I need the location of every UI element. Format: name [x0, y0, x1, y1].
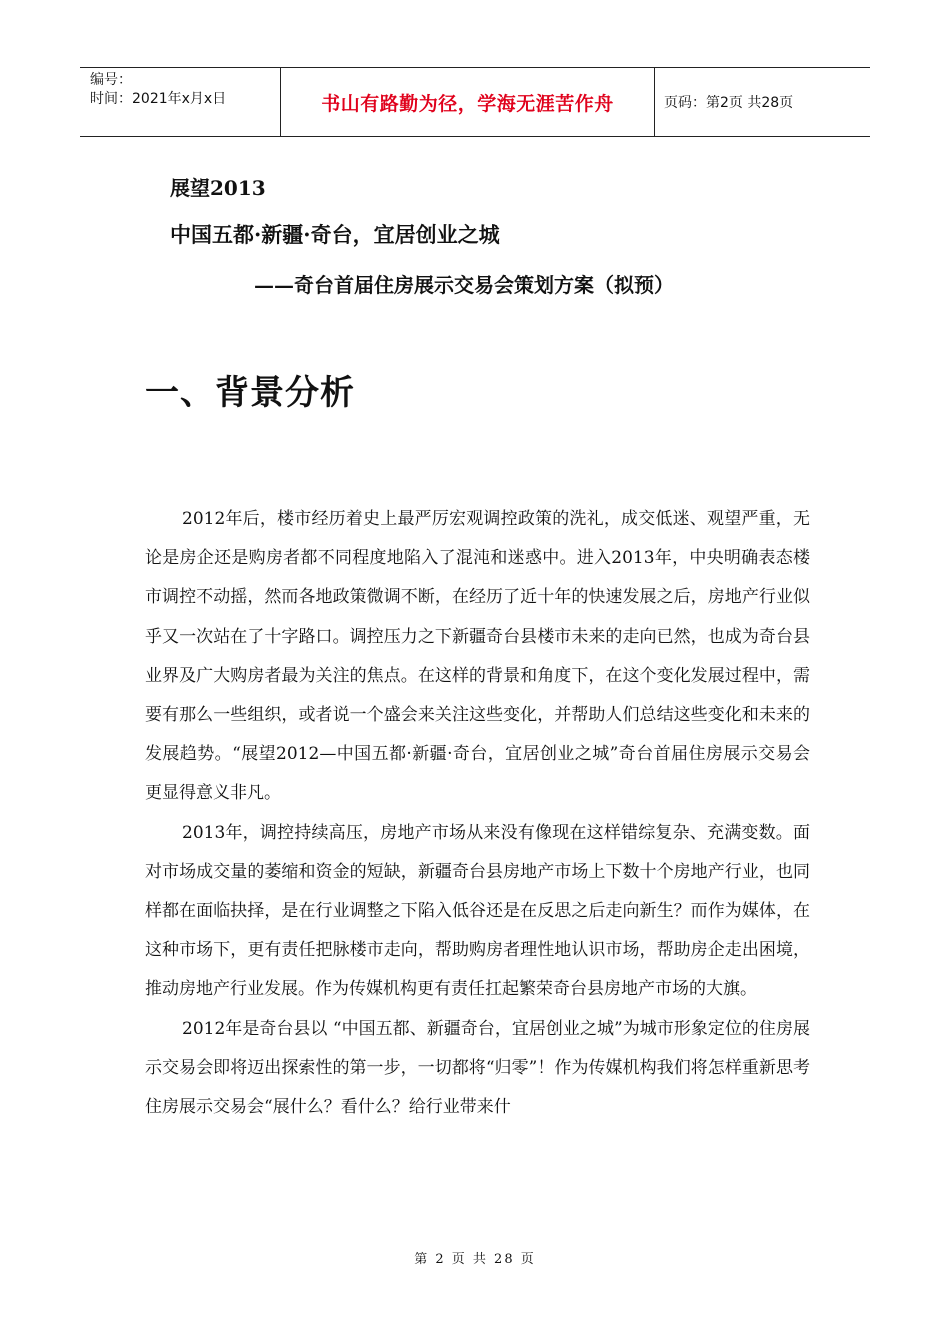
paragraph: 2012年是奇台县以 “中国五都、新疆奇台，宜居创业之城”为城市形象定位的住房展示交易会即将迈出探索性的第一步，一切都将“归零”！作为传媒机构我们将怎样重新思考住房展示交易会“展什么？看什么？给行业带来什 [145, 1018, 810, 1118]
page-footer: 第 2 页 共 28 页 [414, 1252, 536, 1267]
paragraph: 2013年，调控持续高压，房地产市场从来没有像现在这样错综复杂、充满变数。面对市场成交量的萎缩和资金的短缺，新疆奇台县房地产市场上下数十个房地产行业，也同样都在面临抉择，是在行业调整之下陷入低谷还是在反思之后走向新生？而作为媒体，在这种市场下，更有责任把脉楼市走向，帮助购房者理性地认识市场，帮助房企走出困境，推动房地产行业发展。作为传媒机构更有责任扛起繁荣奇台县房地产市场的大旗。 [145, 822, 810, 1000]
number-label: 编号： [90, 72, 132, 88]
document-title-line2: 中国五都·新疆·奇台，宜居创业之城 [170, 222, 500, 247]
document-title-line1: 展望2013 [170, 176, 266, 200]
header-motto: 书山有路勤为径，学海无涯苦作舟 [281, 68, 655, 136]
date-label: 时间：2021年x月x日 [90, 91, 227, 107]
paragraph: 2012年后，楼市经历着史上最严厉宏观调控政策的洗礼，成交低迷、观望严重，无论是房企还是购房者都不同程度地陷入了混沌和迷惑中。进入2013年，中央明确表态楼市调控不动摇，然而各地政策微调不断，在经历了近十年的快速发展之后，房地产行业似乎又一次站在了十字路口。调控压力之下新疆奇台县楼市未来的走向已然，也成为奇台县业界及广大购房者最为关注的焦点。在这样的背景和角度下，在这个变化发展过程中，需要有那么一些组织，或者说一个盛会来关注这些变化，并帮助人们总结这些变化和未来的发展趋势。“展望2012—中国五都·新疆·奇台，宜居创业之城”奇台首届住房展示交易会更显得意义非凡。 [145, 509, 810, 804]
document-header [80, 67, 870, 137]
header-page-info: 页码：第2页 共28页 [664, 95, 794, 111]
body-text [145, 500, 810, 1127]
document-subtitle: ——奇台首届住房展示交易会策划方案（拟预） [254, 273, 674, 297]
header-meta-cell [80, 68, 281, 136]
section-heading: 一、背景分析 [145, 373, 355, 413]
